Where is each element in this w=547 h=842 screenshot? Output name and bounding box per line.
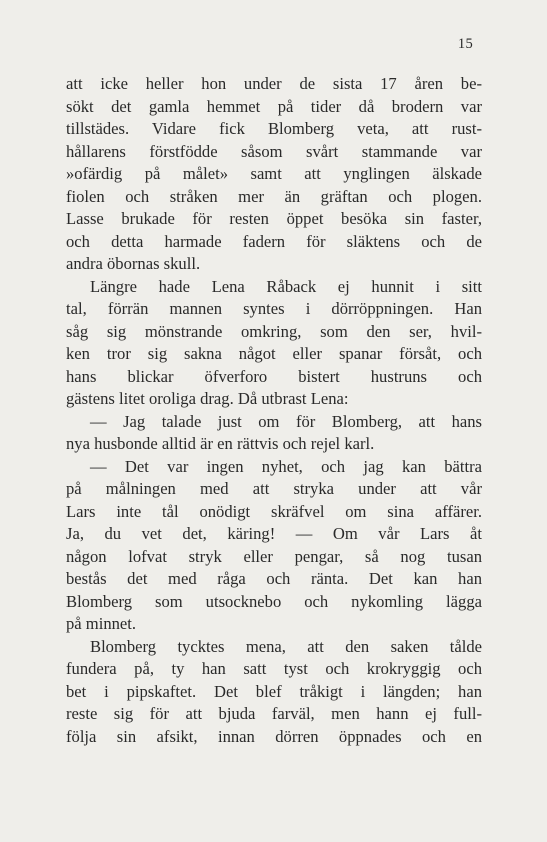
- text-line: hans blickar öfverforo bistert hustruns och: [66, 366, 482, 386]
- text-line: och detta harmade fadern för släktens och de: [66, 231, 482, 251]
- text-line: gästens litet oroliga drag. Då utbrast Lena:: [66, 389, 349, 408]
- text-line: ken tror sig sakna något eller spanar försåt, och: [66, 344, 482, 363]
- text-line: att icke heller hon under de sista 17 åren be-: [66, 74, 482, 93]
- text-line: Ja, du vet det, käring! — Om vår Lars åt: [66, 524, 482, 543]
- text-line: på minnet.: [66, 614, 137, 633]
- body-text: [66, 73, 482, 748]
- text-line: fundera på, ty han satt tyst och krokryggig och: [66, 659, 482, 678]
- text-line: andra öbornas skull.: [66, 254, 201, 273]
- text-line: fiolen och stråken mer än gräftan och plogen.: [66, 186, 482, 206]
- text-line: bet i pipskaftet. Det blef tråkigt i längden; han: [66, 681, 482, 701]
- text-line: såg sig mönstrande omkring, som den ser, hvil-: [66, 321, 482, 341]
- text-line: följa sin afsikt, innan dörren öppnades och en: [66, 726, 482, 746]
- text-line: »ofärdig på målet» samt att ynglingen älskade: [66, 164, 482, 183]
- text-line: — Det var ingen nyhet, och jag kan bättra: [90, 456, 482, 476]
- text-line: — Jag talade just om för Blomberg, att hans: [90, 411, 482, 431]
- text-line: Lars inte tål onödigt skräfvel om sina affärer.: [66, 501, 482, 521]
- text-line: Blomberg som utsocknebo och nykomling lägga: [66, 591, 482, 611]
- text-line: nya husbonde alltid är en rättvis och rejel karl.: [66, 434, 375, 453]
- text-line: bestås det med råga och ränta. Det kan han: [66, 569, 482, 588]
- text-line: tal, förrän mannen syntes i dörröppningen. Han: [66, 299, 482, 318]
- text-line: reste sig för att bjuda farväl, men hann ej full-: [66, 704, 482, 723]
- text-line: Längre hade Lena Råback ej hunnit i sitt: [90, 276, 482, 296]
- text-line: Blomberg tycktes mena, att den saken tålde: [90, 636, 482, 656]
- text-line: Lasse brukade för resten öppet besöka sin faster,: [66, 209, 482, 228]
- text-line: tillstädes. Vidare fick Blomberg veta, att rust-: [66, 119, 482, 138]
- text-line: på målningen med att stryka under att vår: [66, 479, 482, 498]
- text-line: sökt det gamla hemmet på tider då brodern var: [66, 96, 482, 116]
- text-line: någon lofvat stryk eller pengar, så nog tusan: [66, 546, 482, 566]
- page-number: 15: [457, 36, 473, 52]
- text-line: hållarens förstfödde såsom svårt stammande var: [66, 141, 482, 161]
